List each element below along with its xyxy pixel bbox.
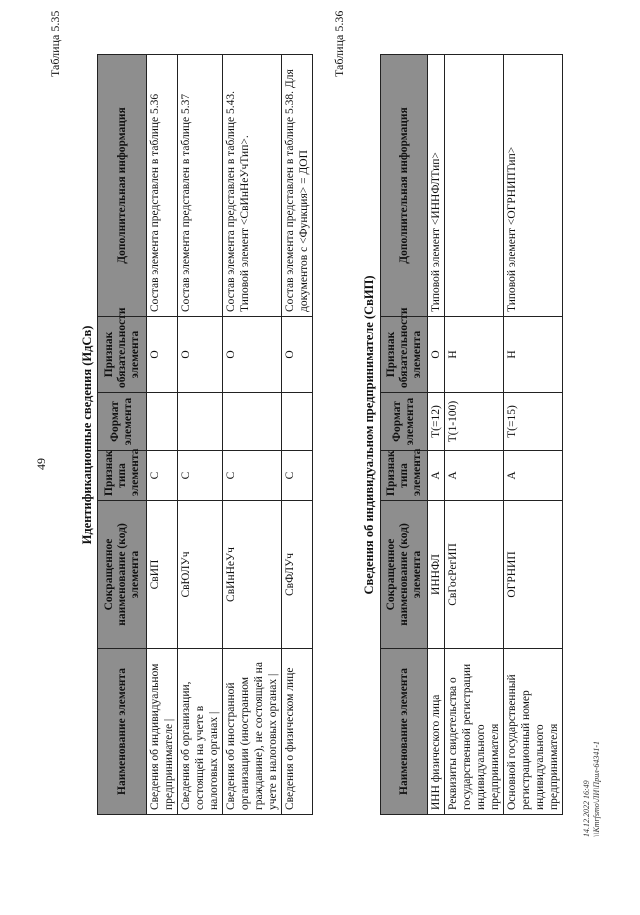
table-row <box>223 55 282 815</box>
element-code-cell: СвЮЛУч <box>178 501 223 649</box>
table-header-row <box>381 55 428 815</box>
element-code-cell: СвГосРегИП <box>445 501 504 649</box>
element-format-cell <box>178 393 223 451</box>
file-path: \\Kmrfsmo\ЛИ\Прил-64341-1 <box>592 740 601 837</box>
element-format-cell: T(=15) <box>504 393 563 451</box>
element-code-cell: ОГРНИП <box>504 501 563 649</box>
column-header: Наименование элемента <box>98 649 147 815</box>
element-name-cell: Сведения о физическом лице <box>282 649 313 815</box>
column-header: Сокращенное наименование (код) элемента <box>98 501 147 649</box>
column-header: Сокращенное наименование (код) элемента <box>381 501 428 649</box>
element-code-cell: СвИнНеУч <box>223 501 282 649</box>
element-required-cell: Н <box>504 317 563 393</box>
element-name-cell: Сведения об иностранной организации (иностранном гражданине), не состоящей на учете в налоговых органах | <box>223 649 282 815</box>
element-type-cell: С <box>147 451 178 501</box>
element-name-cell: Сведения об индивидуальном предпринимателе | <box>147 649 178 815</box>
element-name-cell: Реквизиты свидетельства о государственной регистрации индивидуального предпринимателя <box>445 649 504 815</box>
column-header: Формат элемента <box>98 393 147 451</box>
element-type-cell: С <box>223 451 282 501</box>
element-required-cell: О <box>178 317 223 393</box>
element-format-cell <box>223 393 282 451</box>
column-header: Дополнительная информация <box>98 55 147 317</box>
element-info-cell: Состав элемента представлен в таблице 5.43. Типовой элемент <СвИнНеУчТип>. <box>223 55 282 317</box>
element-format-cell: T(=12) <box>428 393 445 451</box>
column-header: Признак обязательности элемента <box>98 317 147 393</box>
element-type-cell: С <box>282 451 313 501</box>
table-row <box>178 55 223 815</box>
element-required-cell: Н <box>445 317 504 393</box>
table-row <box>282 55 313 815</box>
element-format-cell: T(1-100) <box>445 393 504 451</box>
print-date: 14.12.2022 16:49 <box>582 780 591 837</box>
element-info-cell: Типовой элемент <ОГРНИПТип> <box>504 55 563 317</box>
element-code-cell: СвИП <box>147 501 178 649</box>
element-name-cell: Основной государственный регистрационный номер индивидуального предпринимателя <box>504 649 563 815</box>
table-label: Таблица 5.35 <box>48 10 62 77</box>
element-format-cell <box>282 393 313 451</box>
table-caption: Сведения об индивидуальном предпринимателе (СвИП) <box>362 275 376 595</box>
entrepreneur-table <box>380 54 563 815</box>
table-row <box>147 55 178 815</box>
table-row <box>504 55 563 815</box>
column-header: Дополнительная информация <box>381 55 428 317</box>
element-type-cell: А <box>445 451 504 501</box>
column-header: Признак типа элемента <box>381 451 428 501</box>
print-footer <box>582 741 602 837</box>
element-info-cell: Типовой элемент <ИННФЛТип> <box>428 55 445 317</box>
table-row <box>445 55 504 815</box>
element-type-cell: А <box>504 451 563 501</box>
element-type-cell: С <box>178 451 223 501</box>
identification-table <box>97 54 313 815</box>
column-header: Признак типа элемента <box>98 451 147 501</box>
element-info-cell: Состав элемента представлен в таблице 5.38. Для документов с <Функция> = ДОП <box>282 55 313 317</box>
table-caption: Идентификационные сведения (ИдСв) <box>80 325 94 545</box>
column-header: Наименование элемента <box>381 649 428 815</box>
element-code-cell: СвФЛУч <box>282 501 313 649</box>
element-code-cell: ИННФЛ <box>428 501 445 649</box>
table-label: Таблица 5.36 <box>332 10 346 77</box>
element-info-cell: Состав элемента представлен в таблице 5.36 <box>147 55 178 317</box>
element-type-cell: А <box>428 451 445 501</box>
element-info-cell <box>445 55 504 317</box>
page-number: 49 <box>34 458 48 470</box>
element-name-cell: ИНН физического лица <box>428 649 445 815</box>
element-required-cell: О <box>428 317 445 393</box>
table-row <box>428 55 445 815</box>
table-header-row <box>98 55 147 815</box>
element-required-cell: О <box>223 317 282 393</box>
column-header: Признак обязательности элемента <box>381 317 428 393</box>
column-header: Формат элемента <box>381 393 428 451</box>
element-name-cell: Сведения об организации, состоящей на учете в налоговых органах | <box>178 649 223 815</box>
element-required-cell: О <box>282 317 313 393</box>
element-info-cell: Состав элемента представлен в таблице 5.37 <box>178 55 223 317</box>
element-required-cell: О <box>147 317 178 393</box>
element-format-cell <box>147 393 178 451</box>
